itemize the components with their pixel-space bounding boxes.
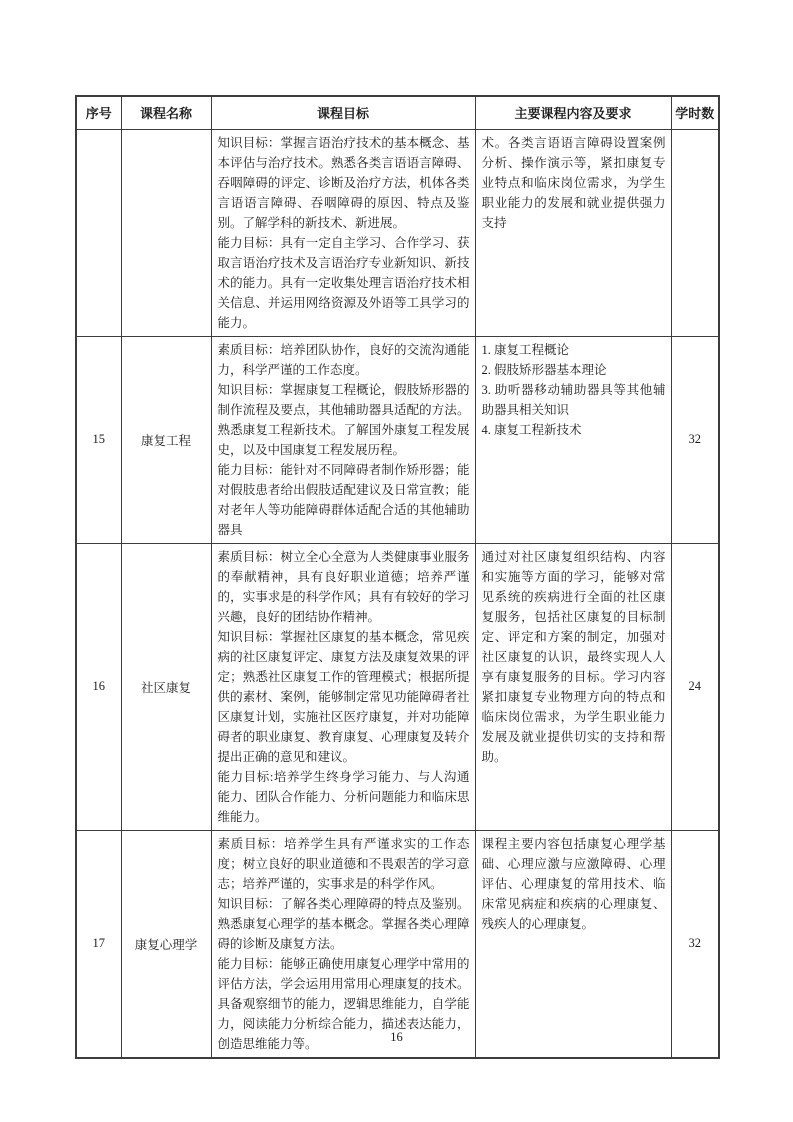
cell-content <box>475 543 671 830</box>
cell-course-name <box>121 129 211 336</box>
col-header-course-name: 课程名称 <box>121 96 211 129</box>
objective-paragraph: 能力目标:培养学生终身学习能力、与人沟通能力、团队合作能力、分析问题能力和临床思维能力。 <box>217 769 470 824</box>
objective-paragraph: 素质目标：树立全心全意为人类健康事业服务的奉献精神，具有良好职业道德；培养严谨的，实事求是的科学作风；具有有较好的学习兴趣，良好的团结协作精神。 <box>217 549 470 624</box>
cell-objectives <box>211 129 475 336</box>
col-header-content: 主要课程内容及要求 <box>475 96 671 129</box>
page-number: 16 <box>390 1030 403 1044</box>
cell-objectives <box>211 336 475 543</box>
cell-seq: 16 <box>76 543 121 830</box>
cell-seq: 15 <box>76 336 121 543</box>
table-row <box>76 830 719 1058</box>
cell-hours: 24 <box>671 543 719 830</box>
objective-paragraph: 素质目标：培养团队协作，良好的交流沟通能力，科学严谨的工作态度。 <box>217 342 470 377</box>
table-row <box>76 336 719 543</box>
col-header-objectives: 课程目标 <box>211 96 475 129</box>
objective-paragraph: 能力目标：能够正确使用康复心理学中常用的评估方法，学会运用用常用心理康复的技术。具备观察细节的能力，逻辑思维能力，自学能力，阅读能力分析综合能力，描述表达能力，创造思维能力等。 <box>217 956 470 1051</box>
table-row <box>76 543 719 830</box>
content-paragraph: 术。各类言语语言障碍设置案例分析、操作演示等，紧扣康复专业特点和临床岗位需求，为学生职业能力的发展和就业提供强力支持 <box>481 135 666 230</box>
cell-content <box>475 336 671 543</box>
objective-paragraph: 素质目标：培养学生具有严谨求实的工作态度；树立良好的职业道德和不畏艰苦的学习意志；培养严谨的，实事求是的科学作风。 <box>217 836 470 891</box>
content-paragraph: 通过对社区康复组织结构、内容和实施等方面的学习，能够对常见系统的疾病进行全面的社区康复服务，包括社区康复的目标制定、评定和方案的制定，加强对社区康复的认识，最终实现人人享有康复服务的目标。学习内容紧扣康复专业物理方向的特点和临床岗位需求，为学生职业能力发展及就业提供切实的支持和帮助。 <box>481 549 666 764</box>
col-header-hours: 学时数 <box>671 96 719 129</box>
table-row <box>76 129 719 336</box>
objective-paragraph: 能力目标：能针对不同障碍者制作矫形器；能对假肢患者给出假肢适配建议及日常宣教；能对老年人等功能障碍群体适配合适的其他辅助器具 <box>217 462 470 537</box>
content-paragraph: 1. 康复工程概论 <box>481 342 570 357</box>
content-paragraph: 3. 助听器移动辅助器具等其他辅助器具相关知识 <box>481 382 666 417</box>
course-table <box>75 95 720 1059</box>
cell-objectives <box>211 543 475 830</box>
objective-paragraph: 知识目标：掌握言语治疗技术的基本概念、基本评估与治疗技术。熟悉各类言语语言障碍、吞咽障碍的评定、诊断及治疗方法，机体各类言语语言障碍、吞咽障碍的原因、特点及鉴别。了解学科的新技术、新进展。 <box>217 135 470 230</box>
col-header-seq: 序号 <box>76 96 121 129</box>
cell-seq <box>76 129 121 336</box>
content-paragraph: 4. 康复工程新技术 <box>481 422 582 437</box>
content-paragraph: 2. 假肢矫形器基本理论 <box>481 362 607 377</box>
objective-paragraph: 知识目标：了解各类心理障碍的特点及鉴别。熟悉康复心理学的基本概念。掌握各类心理障碍的诊断及康复方法。 <box>217 896 470 951</box>
cell-course-name: 康复心理学 <box>121 830 211 1058</box>
cell-objectives <box>211 830 475 1058</box>
objective-paragraph: 能力目标：具有一定自主学习、合作学习、获取言语治疗技术及言语治疗专业新知识、新技术的能力。具有一定收集处理言语治疗技术相关信息、并运用网络资源及外语等工具学习的能力。 <box>217 235 470 330</box>
cell-hours: 32 <box>671 336 719 543</box>
cell-hours <box>671 129 719 336</box>
objective-paragraph: 知识目标：掌握康复工程概论，假肢矫形器的制作流程及要点，其他辅助器具适配的方法。熟悉康复工程新技术。了解国外康复工程发展史，以及中国康复工程发展历程。 <box>217 382 470 457</box>
content-paragraph: 课程主要内容包括康复心理学基础、心理应激与应激障碍、心理评估、心理康复的常用技术、临床常见病症和疾病的心理康复、残疾人的心理康复。 <box>481 836 666 931</box>
cell-seq: 17 <box>76 830 121 1058</box>
cell-course-name: 康复工程 <box>121 336 211 543</box>
cell-content <box>475 129 671 336</box>
cell-course-name: 社区康复 <box>121 543 211 830</box>
cell-content <box>475 830 671 1058</box>
objective-paragraph: 知识目标：掌握社区康复的基本概念，常见疾病的社区康复评定、康复方法及康复效果的评定；熟悉社区康复工作的管理模式；根据所提供的素材、案例，能够制定常见功能障碍者社区康复计划，实施社区医疗康复，并对功能障碍者的职业康复、教育康复、心理康复及转介提出正确的意见和建议。 <box>217 629 470 764</box>
table-header-row <box>76 96 719 129</box>
cell-hours: 32 <box>671 830 719 1058</box>
